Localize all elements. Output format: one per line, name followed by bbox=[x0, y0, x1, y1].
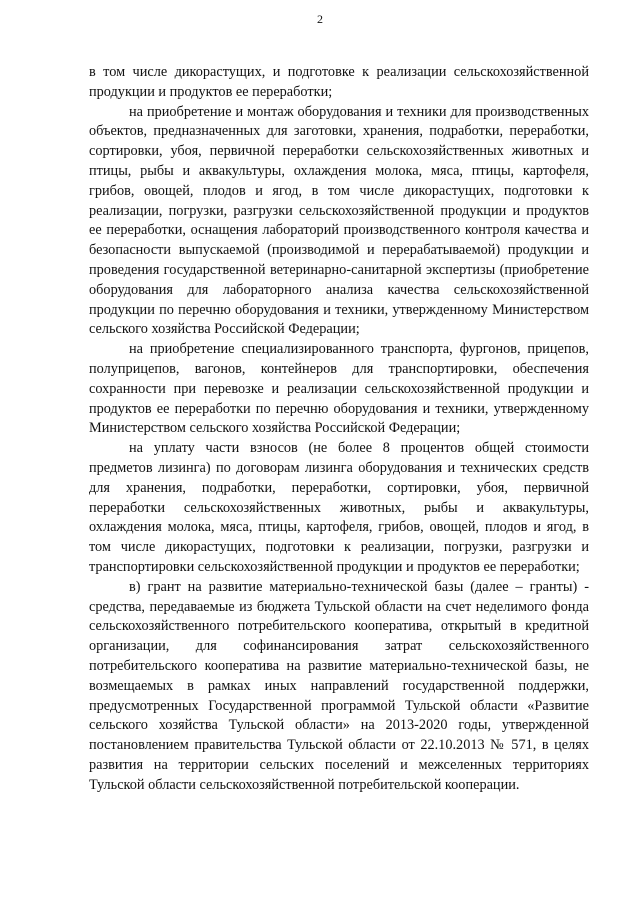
document-body bbox=[89, 63, 589, 795]
page-number: 2 bbox=[317, 12, 323, 26]
paragraph-5: в) грант на развитие материально-технической базы (далее – гранты) - средства, передаваемые из бюджета Тульской области на счет неделимого фонда сельскохозяйственного потребительского кооператива, открытый в кредитной организации, для софинансирования затрат сельскохозяйственного потребительского кооператива на развитие материально-технической базы, не возмещаемых в рамках иных направлений государственной поддержки, предусмотренных Государственной программой Тульской области «Развитие сельского хозяйства Тульской области» на 2013-2020 годы, утвержденной постановлением правительства Тульской области от 22.10.2013 № 571, в целях развития на территории сельских поселений и межселенных территориях Тульской области сельскохозяйственной потребительской кооперации. bbox=[89, 578, 589, 793]
paragraph-1: в том числе дикорастущих, и подготовке к реализации сельскохозяйственной продукции и продуктов ее переработки; bbox=[89, 64, 589, 100]
paragraph-3: на приобретение специализированного транспорта, фургонов, прицепов, полуприцепов, вагонов, контейнеров для транспортировки, обеспечения сохранности при перевозке и реализации сельскохозяйственной продукции и продуктов ее переработки по перечню оборудования и техники, утвержденному Министерством сельского хозяйства Российской Федерации; bbox=[89, 341, 589, 437]
paragraph-4: на уплату части взносов (не более 8 процентов общей стоимости предметов лизинга) по договорам лизинга оборудования и технических средств для хранения, подработки, переработки, сортировки, убоя, первичной переработки сельскохозяйственных животных, рыбы и аквакультуры, охлаждения молока, мяса, птицы, картофеля, грибов, овощей, плодов и ягод, в том числе дикорастущих, подготовки к реализации, погрузки, разгрузки и транспортировки сельскохозяйственной продукции и продуктов ее переработки; bbox=[89, 440, 589, 575]
paragraph-2: на приобретение и монтаж оборудования и техники для производственных объектов, предназначенных для заготовки, хранения, подработки, переработки, сортировки, убоя, первичной переработки сельскохозяйственных животных и птицы, рыбы и аквакультуры, охлаждения молока, мяса, птицы, картофеля, грибов, овощей, плодов и ягод, в том числе дикорастущих, подготовки к реализации, погрузки, разгрузки сельскохозяйственной продукции и продуктов ее переработки, оснащения лабораторий производственного контроля качества и безопасности выпускаемой (производимой и перерабатываемой) продукции и проведения государственной ветеринарно-санитарной экспертизы (приобретение оборудования для лабораторного анализа качества сельскохозяйственной продукции по перечню оборудования и техники, утвержденному Министерством сельского хозяйства Российской Федерации; bbox=[89, 103, 589, 338]
